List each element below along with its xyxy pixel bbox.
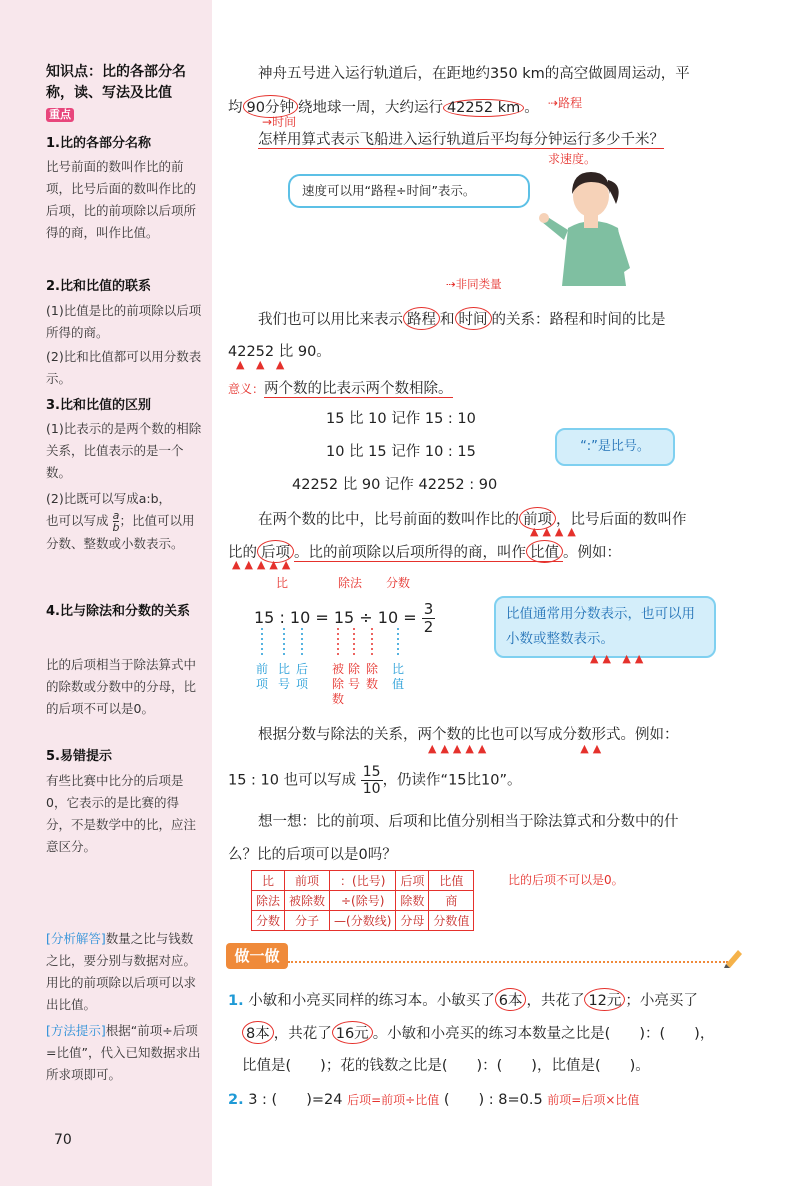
think-line-1: 想一想：比的前项、后项和比值分别相当于除法算式和分数中的什 [258, 814, 679, 830]
paragraph-1-line-1: 神舟五号进入运行轨道后，在距地约350 km的高空做圆周运动，平 [258, 66, 690, 82]
pencil-icon [722, 946, 744, 968]
exercise-1-line-3: 比值是( )；花的钱数之比是( )：( )，比值是( )。 [242, 1058, 650, 1074]
method-block: [方法提示]根据“前项÷后项=比值”，代入已知数据求出所求项即可。 [46, 1023, 201, 1082]
paragraph-2-line-2: 42252 比 90。 [228, 344, 331, 360]
section-1-heading: 1.比的各部分名称 [46, 136, 151, 151]
emphasis-marks-4: ▲▲ ▲▲ [590, 652, 648, 665]
section-5-heading: 5.易错提示 [46, 749, 112, 764]
label-chufa: 除法 [338, 576, 363, 590]
exercise-1-line-2: 8本 ，共花了 16元 。小敏和小亮买的练习本数量之比是( )：( )， [242, 1021, 714, 1044]
relation-table [251, 870, 474, 931]
vlabel-qianxiang: 前项 [256, 662, 269, 691]
paragraph-3: 根据分数与除法的关系，两个数的比也可以写成分数形式。例如： [258, 727, 679, 743]
vlabel-houxiang: 后项 [296, 662, 309, 691]
dotted-guides [254, 628, 414, 662]
ratio-equation: 15 : 10 = 15 ÷ 10 = $\frac{3}{2}$ [254, 600, 434, 636]
vlabel-chushu: 除数 [366, 662, 379, 691]
key-point-tag: 重点 [46, 108, 74, 122]
section-divider [288, 961, 728, 963]
exercise-1-line-1: 1. 小敏和小亮买同样的练习本。小敏买了 6本 ，共花了 12元 ；小亮买了 [228, 988, 698, 1011]
section-3-heading: 3.比和比值的区别 [46, 398, 151, 413]
ratio-value-note: 比值通常用分数表示，也可以用小数或整数表示。 [494, 596, 716, 658]
example-1: 15 比 10 记作 15 : 10 [326, 411, 476, 427]
emphasis-marks-5: ▲▲▲▲▲ ▲▲ [428, 742, 606, 755]
section-3-text-2: (2)比既可以写成a:b， 也可以写成 $\frac{a}{b}$ ；比值可以用分数、整数或小数表示。 [46, 491, 195, 551]
note-lucheng: ⇢路程 [548, 96, 583, 110]
label-bi: 比 [276, 576, 289, 590]
example-2: 10 比 15 记作 10 : 15 [326, 444, 476, 460]
vlabel-beichushu: 被除数 [332, 662, 345, 706]
teacher-illustration [538, 158, 648, 288]
sidebar-title: 知识点：比的各部分名称，读、写法及比值 重点 [46, 64, 186, 121]
section-4-text: 比的后项相当于除法算式中的除数或分数中的分母，比的后项不可以是0。 [46, 657, 197, 716]
emphasis-marks-2: ▲▲▲▲ [530, 525, 580, 538]
table-row: 比 前项 ：(比号) 后项 比值 [252, 871, 474, 891]
exercise-2: 2. 3 : ( )=24 后项=前项÷比值 ( ) : 8=0.5 前项=后项×比值 [228, 1092, 640, 1108]
emphasis-marks-3: ▲▲▲▲▲ [232, 558, 295, 571]
paragraph-4: 15 : 10 也可以写成 $\frac{15}{10}$ ，仍读作“15比10”。 [228, 764, 522, 797]
label-fenshu: 分数 [386, 576, 411, 590]
colon-note: “:”是比号。 [555, 428, 675, 466]
think-line-2: 么？比的后项可以是0吗？ [228, 847, 397, 863]
section-4-heading: 4.比与除法和分数的关系 [46, 604, 190, 619]
note-feitonglei: ⇢非同类量 [446, 277, 502, 291]
definition-line-1: 在两个数的比中，比号前面的数叫作比的 前项 ，比号后面的数叫作 [258, 507, 687, 530]
note-shijian: →时间 [262, 115, 297, 129]
section-1-text: 比号前面的数叫作比的前项，比号后面的数叫作比的后项，比的前项除以后项所得的商，叫作比值。 [46, 159, 197, 240]
section-2-text-1: (1)比值是比的前项除以后项所得的商。 [46, 303, 202, 340]
section-title-zuoyizuo: 做一做 [226, 943, 288, 969]
paragraph-1-line-2: 均 90分钟 绕地球一周，大约运行 42252 km 。 [228, 95, 539, 118]
page-number: 70 [54, 1132, 72, 1148]
section-5-text: 有些比赛中比分的后项是0，它表示的是比赛的得分，不是数学中的比，应注意区分。 [46, 773, 197, 854]
vlabel-bizhi: 比值 [392, 662, 405, 691]
section-2-text-2: (2)比和比值都可以用分数表示。 [46, 349, 202, 386]
question-1: 怎样用算式表示飞船进入运行轨道后平均每分钟运行多少千米？ [258, 132, 664, 148]
analysis-block: [分析解答]数量之比与钱数之比，要分别与数据对应。用比的前项除以后项可以求出比值。 [46, 931, 197, 1012]
table-row: 除法 被除数 ÷(除号) 除数 商 [252, 891, 474, 911]
definition-line-2: 比的 后项 。比的前项除以后项所得的商，叫作 比值 。例如： [228, 540, 621, 563]
meaning-line: 意义：两个数的比表示两个数相除。 [228, 381, 453, 397]
table-note: 比的后项不可以是0。 [508, 873, 624, 887]
speech-bubble: 速度可以用“路程÷时间”表示。 [288, 174, 530, 208]
note-qiusudu: 求速度。 [548, 152, 597, 166]
vlabel-chuhao: 除号 [348, 662, 361, 691]
table-row: 分数 分子 —(分数线) 分母 分数值 [252, 911, 474, 931]
section-2-heading: 2.比和比值的联系 [46, 279, 151, 294]
section-3-text-1: (1)比表示的是两个数的相除关系，比值表示的是一个数。 [46, 421, 202, 480]
example-3: 42252 比 90 记作 42252 : 90 [292, 477, 498, 493]
vlabel-bihao: 比号 [278, 662, 291, 691]
paragraph-2-line-1: 我们也可以用比来表示 路程 和 时间 的关系：路程和时间的比是 [258, 307, 666, 330]
emphasis-marks-1: ▲ ▲ ▲ [236, 358, 289, 371]
